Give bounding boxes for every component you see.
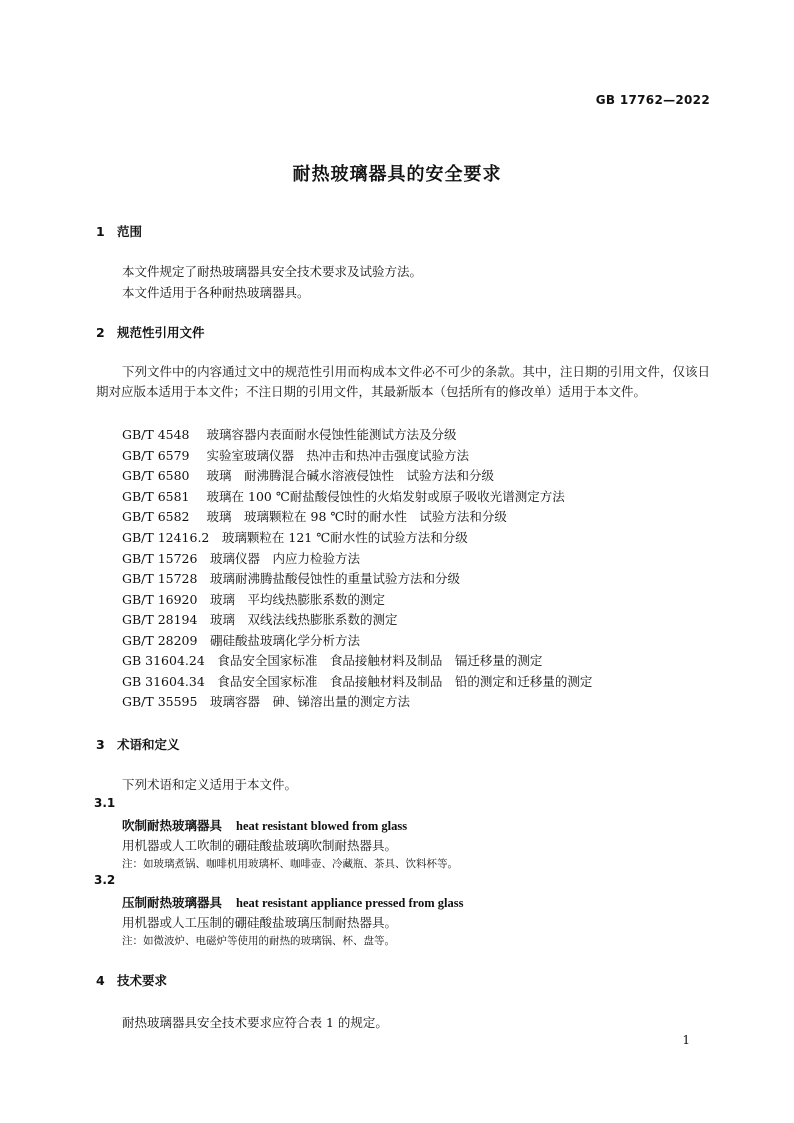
reference-code: GB/T 15728 <box>122 571 198 586</box>
section-title: 范围 <box>117 224 143 239</box>
reference-code: GB/T 28194 <box>122 612 198 627</box>
reference-item <box>122 631 360 649</box>
reference-title: 玻璃容器内表面耐水侵蚀性能测试方法及分级 <box>206 427 457 442</box>
reference-code: GB/T 6579 <box>122 448 190 463</box>
reference-code: GB/T 6580 <box>122 468 190 483</box>
section-title: 技术要求 <box>117 973 168 988</box>
term-definition: 用机器或人工压制的硼硅酸盐玻璃压制耐热器具。 <box>122 915 398 930</box>
requirements-paragraph: 耐热玻璃器具安全技术要求应符合表 1 的规定。 <box>122 1015 388 1030</box>
reference-item <box>122 651 542 669</box>
section-number: 1 <box>96 224 105 239</box>
term-note: 注：如微波炉、电磁炉等使用的耐热的玻璃锅、杯、盘等。 <box>122 935 395 947</box>
term-definition: 用机器或人工吹制的硼硅酸盐玻璃吹制耐热器具。 <box>122 838 398 853</box>
reference-code: GB/T 15726 <box>122 551 198 566</box>
section-1-heading <box>96 222 142 240</box>
reference-item <box>122 528 468 546</box>
term-note: 注：如玻璃煮锅、咖啡机用玻璃杯、咖啡壶、冷藏瓶、茶具、饮料杯等。 <box>122 858 458 870</box>
page-number: 1 <box>682 1033 690 1047</box>
term-heading <box>122 893 463 911</box>
reference-title: 玻璃在 100 ℃耐盐酸侵蚀性的火焰发射或原子吸收光谱测定方法 <box>206 489 565 504</box>
reference-code: GB/T 12416.2 <box>122 530 210 545</box>
reference-title: 实验室玻璃仪器 热冲击和热冲击强度试验方法 <box>206 448 470 463</box>
reference-code: GB/T 6581 <box>122 489 190 504</box>
reference-item <box>122 590 385 608</box>
term-en: heat resistant appliance pressed from glass <box>236 896 464 910</box>
reference-code: GB 31604.24 <box>122 653 205 668</box>
reference-title: 玻璃 双线法线热膨胀系数的测定 <box>209 612 398 627</box>
reference-code: GB/T 28209 <box>122 633 198 648</box>
term-number: 3.2 <box>94 873 116 887</box>
reference-title: 玻璃颗粒在 121 ℃耐水性的试验方法和分级 <box>221 530 468 545</box>
reference-title: 玻璃仪器 内应力检验方法 <box>209 551 360 566</box>
term-number: 3.1 <box>94 796 116 810</box>
reference-item <box>122 672 592 690</box>
term-zh: 吹制耐热玻璃器具 <box>122 818 223 833</box>
term-zh: 压制耐热玻璃器具 <box>122 895 223 910</box>
standard-number: GB 17762—2022 <box>595 93 710 107</box>
section-number: 2 <box>96 325 105 340</box>
scope-paragraph-2: 本文件适用于各种耐热玻璃器具。 <box>122 285 310 300</box>
reference-title: 玻璃 玻璃颗粒在 98 ℃时的耐水性 试验方法和分级 <box>206 509 507 524</box>
term-en: heat resistant blowed from glass <box>236 819 408 833</box>
section-2-heading <box>96 323 205 341</box>
reference-item <box>122 549 360 567</box>
reference-item <box>122 569 460 587</box>
reference-title: 玻璃容器 砷、锑溶出量的测定方法 <box>209 694 410 709</box>
reference-code: GB 31604.34 <box>122 674 205 689</box>
reference-item <box>122 610 398 628</box>
reference-item <box>122 466 494 484</box>
reference-title: 玻璃耐沸腾盐酸侵蚀性的重量试验方法和分级 <box>209 571 460 586</box>
reference-title: 食品安全国家标准 食品接触材料及制品 镉迁移量的测定 <box>217 653 543 668</box>
scope-paragraph-1: 本文件规定了耐热玻璃器具安全技术要求及试验方法。 <box>122 264 423 279</box>
section-number: 3 <box>96 737 105 752</box>
term-heading <box>122 816 407 834</box>
reference-item <box>122 425 457 443</box>
reference-code: GB/T 35595 <box>122 694 198 709</box>
reference-title: 玻璃 耐沸腾混合碱水溶液侵蚀性 试验方法和分级 <box>206 468 495 483</box>
section-3-heading <box>96 735 180 753</box>
reference-item <box>122 507 507 525</box>
reference-item <box>122 487 565 505</box>
terms-intro: 下列术语和定义适用于本文件。 <box>122 777 298 792</box>
reference-title: 玻璃 平均线热膨胀系数的测定 <box>209 592 385 607</box>
reference-item <box>122 692 410 710</box>
reference-code: GB/T 6582 <box>122 509 190 524</box>
section-4-heading <box>96 971 167 989</box>
section-title: 规范性引用文件 <box>117 325 205 340</box>
reference-code: GB/T 16920 <box>122 592 198 607</box>
reference-title: 食品安全国家标准 食品接触材料及制品 铅的测定和迁移量的测定 <box>217 674 593 689</box>
document-title: 耐热玻璃器具的安全要求 <box>292 164 502 185</box>
reference-item <box>122 446 469 464</box>
references-intro: 下列文件中的内容通过文中的规范性引用而构成本文件必不可少的条款。其中，注日期的引用文件，仅该日期对应版本适用于本文件；不注日期的引用文件，其最新版本（包括所有的修改单）适用于本文件。 <box>96 364 710 399</box>
reference-title: 硼硅酸盐玻璃化学分析方法 <box>209 633 360 648</box>
reference-code: GB/T 4548 <box>122 427 190 442</box>
section-title: 术语和定义 <box>117 737 180 752</box>
section-number: 4 <box>96 973 105 988</box>
